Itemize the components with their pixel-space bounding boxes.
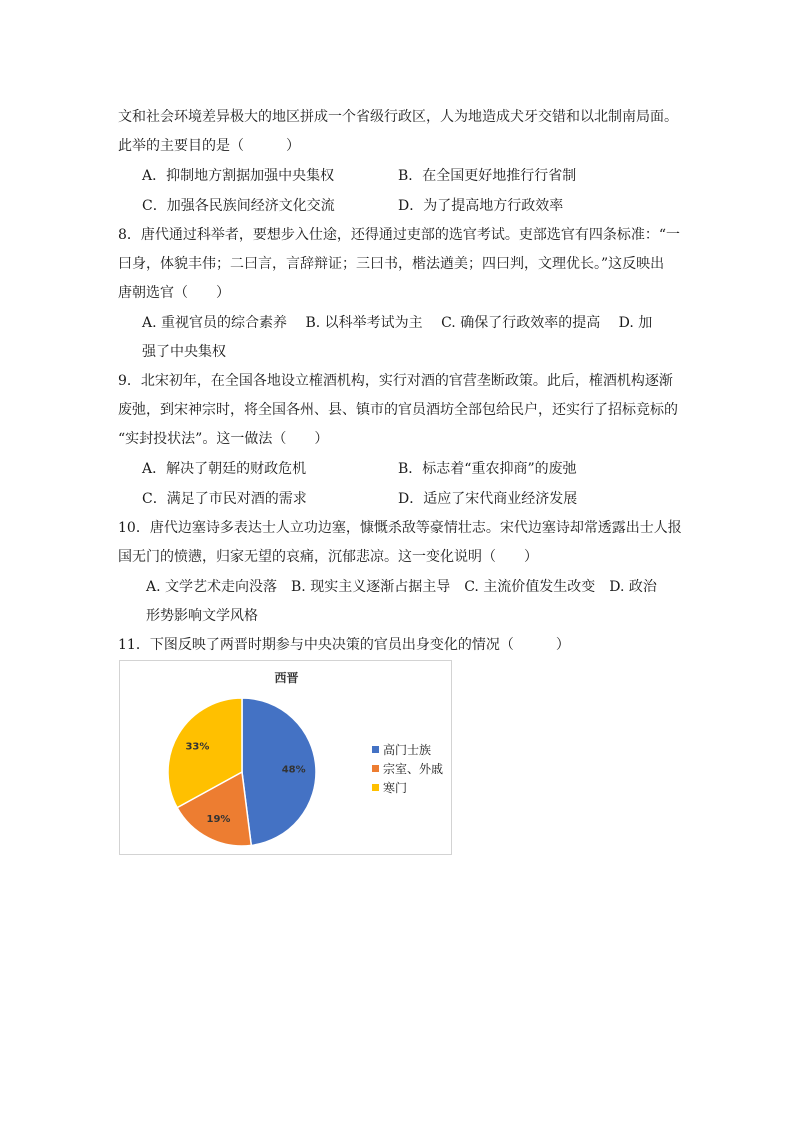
legend-swatch-0 bbox=[372, 746, 379, 753]
q9-line-1: 9．北宋初年，在全国各地设立榷酒机构，实行对酒的官营垄断政策。此后，榷酒机构逐渐 bbox=[118, 373, 673, 389]
q7-line-2: 此举的主要目的是（ ） bbox=[118, 138, 300, 154]
q9-line-2: 废弛，到宋神宗时，将全国各州、县、镇市的官员酒坊全部包给民户，还实行了招标竞标的 bbox=[118, 402, 678, 418]
q8-options-cont[interactable]: 强了中央集权 bbox=[142, 344, 226, 360]
q7-option-c[interactable]: C．加强各民族间经济文化交流 bbox=[142, 198, 335, 214]
q8-line-2: 曰身，体貌丰伟；二曰言，言辞辩证；三曰书，楷法遒美；四曰判，文理优长。”这反映出 bbox=[118, 256, 665, 272]
q10-options[interactable]: A. 文学艺术走向没落 B. 现实主义逐渐占据主导 C. 主流价值发生改变 D. 政治 bbox=[146, 579, 657, 595]
q9-option-a[interactable]: A．解决了朝廷的财政危机 bbox=[142, 461, 307, 477]
legend-item-2 bbox=[372, 781, 407, 795]
legend-label-1: 宗室、外戚 bbox=[383, 762, 444, 776]
legend-label-2: 寒门 bbox=[383, 781, 408, 795]
pie-label-0: 48% bbox=[281, 764, 306, 776]
q7-option-a[interactable]: A．抑制地方割据加强中央集权 bbox=[142, 168, 335, 184]
q9-option-b[interactable]: B．标志着“重农抑商”的废弛 bbox=[398, 461, 577, 477]
legend-item-1 bbox=[372, 762, 443, 776]
q11-line-1: 11．下图反映了两晋时期参与中央决策的官员出身变化的情况（ ） bbox=[118, 637, 570, 653]
pie-chart bbox=[120, 661, 453, 856]
q10-options-cont[interactable]: 形势影响文学风格 bbox=[146, 608, 258, 624]
legend-item-0 bbox=[372, 743, 431, 757]
q9-line-3: “实封投状法”。这一做法（ ） bbox=[118, 431, 329, 447]
pie-label-2: 33% bbox=[185, 741, 210, 753]
q8-line-1: 8．唐代通过科举者，要想步入仕途，还得通过吏部的选官考试。吏部选官有四条标准：“一 bbox=[118, 227, 681, 243]
legend-swatch-1 bbox=[372, 765, 379, 772]
legend-label-0: 高门士族 bbox=[383, 743, 432, 757]
q7-option-d[interactable]: D．为了提高地方行政效率 bbox=[398, 198, 564, 214]
q8-line-3: 唐朝选官（ ） bbox=[118, 285, 230, 301]
q7-option-b[interactable]: B．在全国更好地推行行省制 bbox=[398, 168, 577, 184]
chart-title: 西晋 bbox=[274, 671, 299, 685]
q7-line-1: 文和社会环境差异极大的地区拼成一个省级行政区，人为地造成犬牙交错和以北制南局面。 bbox=[118, 109, 678, 125]
q9-option-c[interactable]: C．满足了市民对酒的需求 bbox=[142, 491, 307, 507]
q10-line-1: 10．唐代边塞诗多表达士人立功边塞，慷慨杀敌等豪情壮志。宋代边塞诗却常透露出士人报 bbox=[118, 520, 682, 536]
pie-label-1: 19% bbox=[206, 814, 231, 826]
legend-swatch-2 bbox=[372, 784, 379, 791]
q9-option-d[interactable]: D．适应了宋代商业经济发展 bbox=[398, 491, 578, 507]
pie-chart-panel bbox=[119, 660, 452, 855]
q10-line-2: 国无门的愤懑，归家无望的哀痛，沉郁悲凉。这一变化说明（ ） bbox=[118, 549, 538, 565]
q8-options[interactable]: A. 重视官员的综合素养 B. 以科举考试为主 C. 确保了行政效率的提高 D. 加 bbox=[142, 315, 653, 331]
